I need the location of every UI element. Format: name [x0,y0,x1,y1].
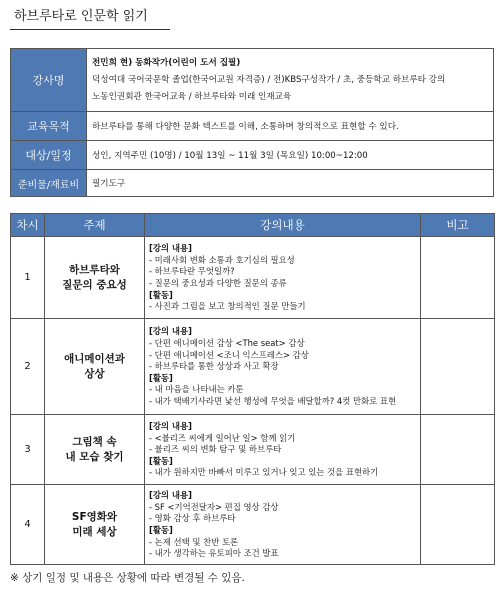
header-note: 비고 [421,214,495,237]
session-number: 1 [11,237,45,319]
materials-value: 필기도구 [87,170,494,197]
topic-line: 하브루타와 [69,263,120,276]
header-topic: 주제 [45,214,145,237]
table-row [11,415,495,485]
document-title: 하브루타로 인문학 읽기 [10,6,170,30]
lecture-item: - 단편 애니메이션 <조니 익스프레스> 감상 [149,349,309,360]
topic-line: 그림책 속 [72,435,117,448]
session-note [421,319,495,415]
session-number: 3 [11,415,45,485]
lecture-item: - 단편 애니메이션 감상 <The seat> 감상 [149,338,305,349]
activity-heading: [활동] [149,455,173,466]
session-topic [45,485,145,565]
lecture-item: - 하브루타를 통한 상상과 사고 확장 [149,361,279,372]
lecture-heading: [강의 내용] [149,243,192,254]
session-note [421,237,495,319]
footnote: ※ 상기 일정 및 내용은 상황에 따라 변경될 수 있음. [10,572,245,584]
purpose-value: 하브루타를 통해 다양한 문화 텍스트를 이해, 소통하며 창의적으로 표현할 수 있다. [87,112,494,141]
activity-heading: [활동] [149,289,173,300]
topic-line: 애니메이션과 [64,352,125,365]
session-topic [45,237,145,319]
session-note [421,485,495,565]
lesson-plan-table [10,213,495,565]
session-note [421,415,495,485]
teacher-info [87,49,494,112]
activity-item: - 내가 원하지만 바빠서 미루고 있거나 잊고 있는 것을 표현하기 [149,467,379,478]
lecture-item: - 뷸리즈 씨의 변화 탐구 및 하브루타 [149,444,282,455]
topic-line: 미래 세상 [72,525,117,538]
lecture-item: - 미래사회 변화 소통과 호기심의 필요성 [149,254,295,265]
lecture-item: - 질문의 중요성과 다양한 질문의 종류 [149,278,287,288]
materials-label: 준비물/재료비 [11,170,87,197]
table-row [11,237,495,319]
purpose-row [11,112,494,141]
session-number: 4 [11,485,45,565]
topic-line: 질문의 중요성 [62,278,127,291]
session-content [145,415,421,485]
target-label: 대상/일정 [11,141,87,170]
teacher-label: 강사명 [11,49,87,112]
materials-row [11,170,494,197]
lecture-item: - SF <기억전달자> 편집 영상 감상 [149,501,279,512]
session-topic [45,319,145,415]
table-row [11,319,495,415]
header-content: 강의내용 [145,214,421,237]
header-session: 차시 [11,214,45,237]
activity-item: - 내가 택배기사라면 낯선 행성에 무엇을 배달할까? 4컷 만화로 표현 [149,395,397,406]
session-content [145,237,421,319]
activity-heading: [활동] [149,372,173,383]
session-content [145,485,421,565]
activity-item: - 논제 선택 및 찬반 토론 [149,536,239,547]
target-row [11,141,494,170]
teacher-row [11,49,494,112]
lecture-item: - 하브루타란 무엇일까? [149,266,235,277]
target-value: 성인, 지역주민 (10명) / 10월 13일 ~ 11월 3일 (목요일) 10:00~12:00 [87,141,494,170]
plan-header-row [11,214,495,237]
lecture-item: - <뷸리즈 씨에게 일어난 일> 함께 읽기 [149,432,296,443]
topic-line: 내 모습 찾기 [65,450,124,463]
purpose-label: 교육목적 [11,112,87,141]
activity-heading: [활동] [149,525,173,535]
activity-item: - 내가 생각하는 유토피아 조건 발표 [149,548,279,559]
activity-item: - 내 마음을 나타내는 카툰 [149,384,244,395]
course-info-table [10,48,494,197]
lecture-heading: [강의 내용] [149,490,192,501]
teacher-career-2: 노동인권회관 한국어교육 / 하브루타와 미래 인재교육 [92,91,292,102]
activity-item: - 사진과 그림을 보고 창의적인 질문 만들기 [149,301,306,312]
lecture-heading: [강의 내용] [149,421,192,432]
lecture-item: - 영화 감상 후 하브루타 [149,513,236,524]
topic-line: 상상 [84,367,105,380]
teacher-career-1: 덕성여대 국어국문학 졸업(한국어교원 자격증) / 전)KBS구성작가 / 초, 중등학교 하브루타 강의 [92,74,446,85]
session-number: 2 [11,319,45,415]
table-row [11,485,495,565]
topic-line: SF영화와 [71,510,118,523]
teacher-name: 전민희 현) 동화작가(어린이 도서 집필) [92,57,241,68]
lecture-heading: [강의 내용] [149,326,192,337]
session-content [145,319,421,415]
session-topic [45,415,145,485]
